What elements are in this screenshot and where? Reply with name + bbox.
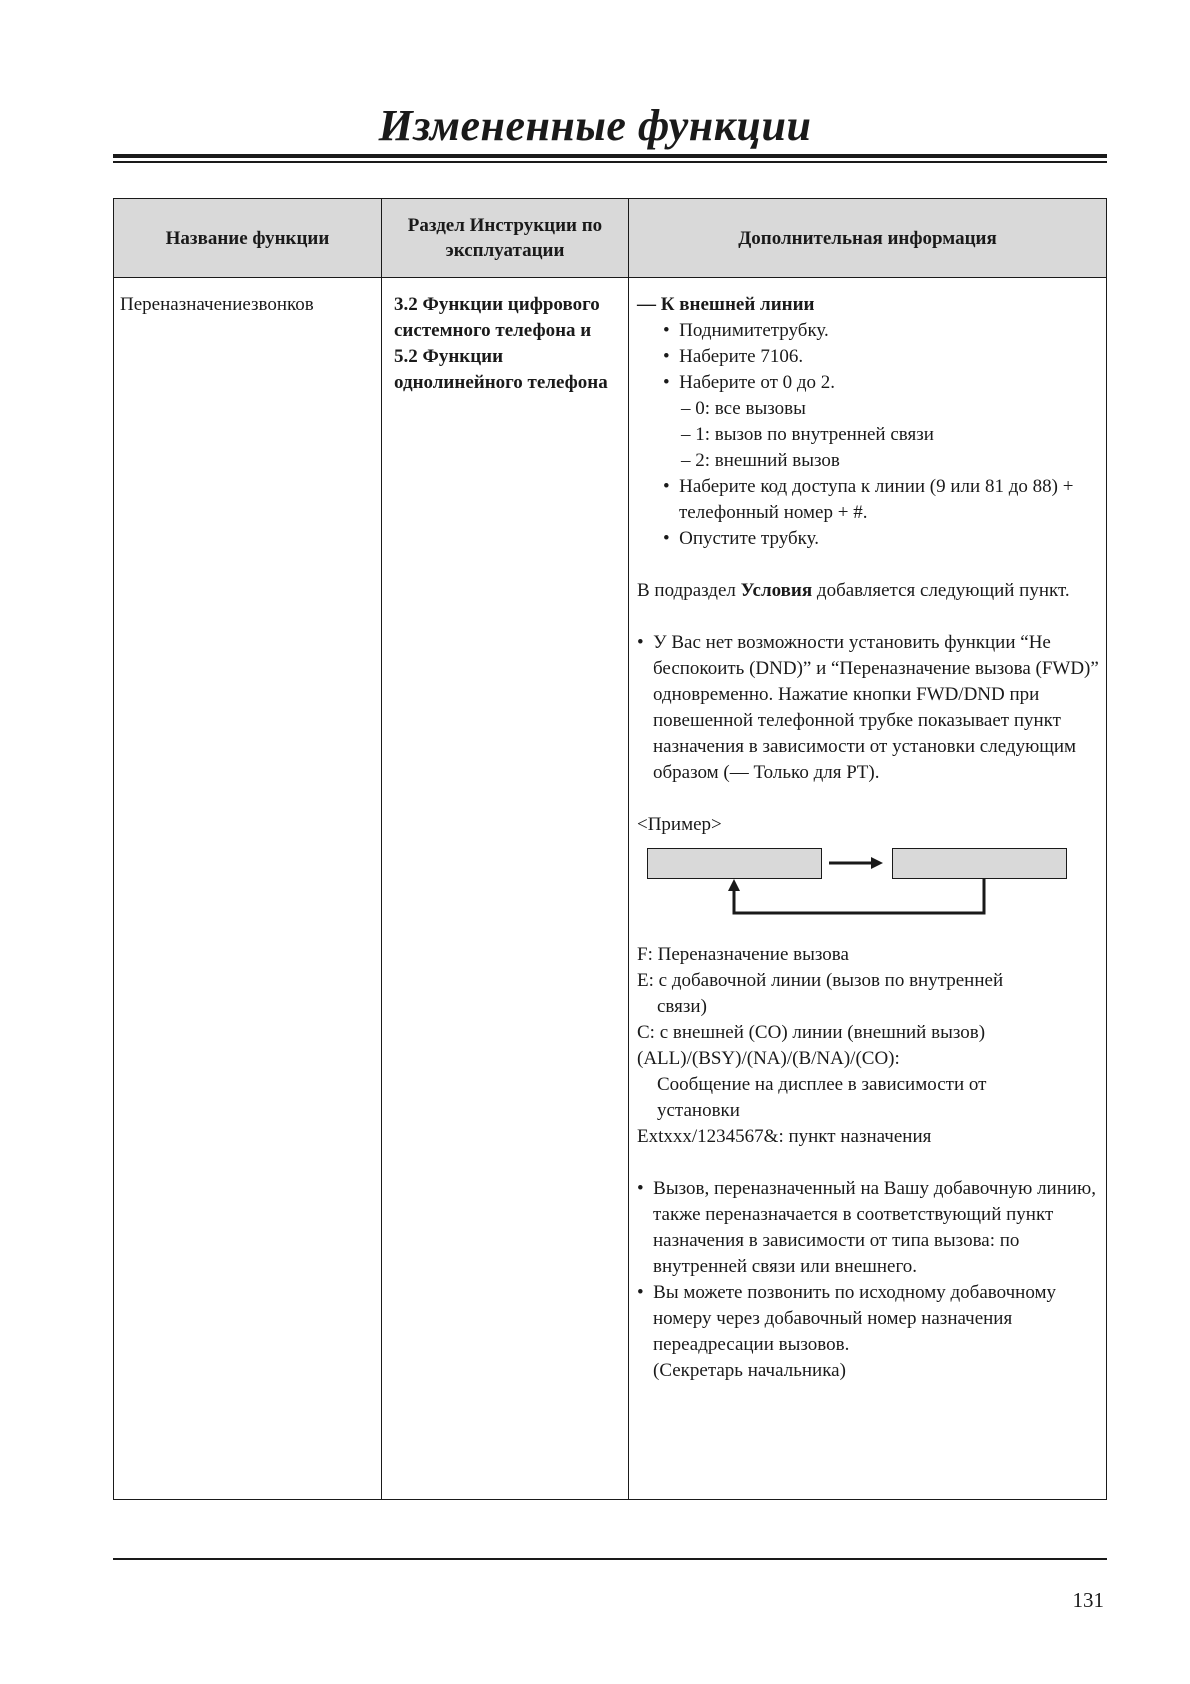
legend-e: E: с добавочной линии (вызов по внутренней <box>637 970 1004 991</box>
note-item: • Вызов, переназначенный на Вашу добавочную линию, также переназначается в соответствующий пункт назначения в зависимости от типа вызова: по внутренней связи или внешнего. <box>637 1178 1097 1277</box>
table-row <box>114 278 1107 1500</box>
legend-codes: (ALL)/(BSY)/(NA)/(B/NA)/(CO): <box>637 1048 900 1069</box>
step-item: • Наберите код доступа к линии (9 или 81 до 88) + телефонный номер + #. <box>663 476 1074 523</box>
manual-section-line: однолинейного телефона <box>394 372 608 393</box>
title-rule-thin <box>113 161 1107 163</box>
manual-section-line: 5.2 Функции <box>394 346 504 367</box>
return-arrow-head <box>728 879 740 891</box>
step-item: • Наберите от 0 до 2. <box>663 372 836 393</box>
functions-table <box>113 198 1107 1500</box>
legend-f: F: Переназначение вызова <box>637 944 849 965</box>
page-number: 131 <box>1072 1588 1104 1612</box>
option-item: – 2: внешний вызов <box>681 450 840 471</box>
conditions-paragraph: В подраздел Условия добавляется следующий пункт. <box>637 580 1070 601</box>
additional-info-cell <box>629 278 1107 1500</box>
table-header-row <box>114 199 1107 278</box>
step-item: • Опустите трубку. <box>663 528 819 549</box>
page-title: Измененные функции <box>378 101 812 150</box>
title-rule-thick <box>113 154 1107 158</box>
manual-section-line: системного телефона и <box>394 320 592 341</box>
function-name-cell: Переназначениезвонков <box>114 278 382 1500</box>
option-item: – 0: все вызовы <box>681 398 806 419</box>
note-item: • Вы можете позвонить по исходному добавочному номеру через добавочный номер назначения переадресации вызовов. <box>637 1282 1057 1355</box>
conditions-term: Условия <box>740 580 813 601</box>
return-arrow-line <box>734 879 984 913</box>
header-additional-info: Дополнительная информация <box>629 199 1107 278</box>
manual-section-line: 3.2 Функции цифрового <box>394 294 600 315</box>
legend-e-continued: связи) <box>657 996 707 1017</box>
example-label: <Пример> <box>637 814 722 835</box>
display-flow-diagram <box>647 848 1067 928</box>
option-item: – 1: вызов по внутренней связи <box>681 424 934 445</box>
step-item: • Поднимитетрубку. <box>663 320 829 341</box>
legend-codes-desc: установки <box>657 1100 740 1121</box>
flow-arrows <box>647 848 1067 928</box>
footer-rule <box>113 1558 1107 1560</box>
secretary-note: (Секретарь начальника) <box>653 1360 846 1381</box>
note-item: • У Вас нет возможности установить функции “Не беспокоить (DND)” и “Переназначение вызова (FWD)” одновременно. Нажатие кнопки FWD/DND при повешенной телефонной трубке показывает пункт назначения в зависимости от установки следующим образом (— Только для PT). <box>637 632 1099 783</box>
header-manual-section: Раздел Инструкции по эксплуатации <box>382 199 629 278</box>
header-function-name: Название функции <box>114 199 382 278</box>
co-line-heading: — К внешней линии <box>637 294 815 315</box>
manual-section-cell <box>382 278 629 1500</box>
step-item: • Наберите 7106. <box>663 346 804 367</box>
legend-ext: Extxxx/1234567&: пункт назначения <box>637 1126 932 1147</box>
forward-arrow-head <box>871 857 883 869</box>
legend-c: C: с внешней (CO) линии (внешний вызов) <box>637 1022 986 1043</box>
legend-codes-desc: Сообщение на дисплее в зависимости от <box>657 1074 987 1095</box>
